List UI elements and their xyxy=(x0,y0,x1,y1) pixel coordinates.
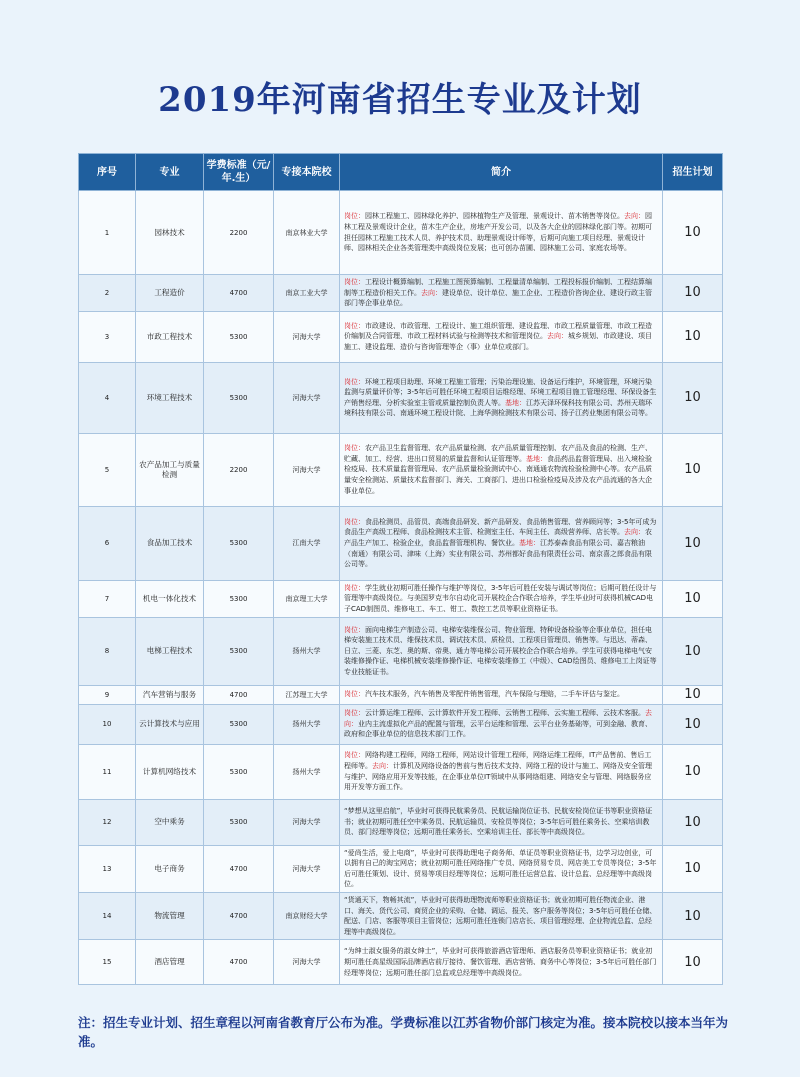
partner-university: 扬州大学 xyxy=(274,704,340,744)
enrollment-quota: 10 xyxy=(663,362,723,433)
row-number: 14 xyxy=(79,892,136,939)
description-keyword: 岗位： xyxy=(344,212,365,221)
major-description xyxy=(340,506,663,580)
description-keyword: 岗位： xyxy=(344,377,365,386)
header-intro: 简介 xyxy=(340,154,663,191)
row-number: 6 xyxy=(79,506,136,580)
description-text: 市政建设、市政管理、工程设计、施工组织管理、建设监理、市政工程质量管理、市政工程造价编制及合同管理、市政工程材料试验与检测等技术和管理岗位。 xyxy=(344,321,652,341)
major-name: 物流管理 xyxy=(136,892,204,939)
table-row xyxy=(79,580,723,617)
description-keyword: 岗位： xyxy=(344,517,365,526)
table-row xyxy=(79,506,723,580)
major-description xyxy=(340,191,663,275)
tuition-fee: 5300 xyxy=(204,311,274,362)
description-text: 园林工程及景观设计企业，苗木生产企业，房地产开发公司，以及各大企业的园林绿化部门等。初期可担任园林工程施工技术人员、养护技术员、助理景观设计师等，后期可向施工项目经理、景观设计师、园林相关企业各类管理类中高级岗位发展；也可创办苗圃、园林施工公司、家庭农场等。 xyxy=(344,212,652,253)
table-row xyxy=(79,704,723,744)
description-text: “爱尚生活，爱上电商”，毕业时可获得助理电子商务师、单证员等职业资格证书，边学习边创业，可以拥有自己的淘宝网店；就业初期可胜任网络推广专员、网络贸易专员、网店美工专员等岗位；3-5年后可胜任策划、设计、贸易等项目经理等岗位；远期可胜任运营总监、设计总监、总经理等中高级岗位。 xyxy=(344,848,657,889)
description-keyword: 岗位： xyxy=(344,444,365,453)
description-keyword: 岗位： xyxy=(344,690,365,699)
description-text: 农产品卫生监督管理、农产品质量检测、农产品质量管理控制、农产品及食品的检测、生产、贮藏、加工、经营、进出口贸易的质量监督和认证管理等。 xyxy=(344,444,652,463)
table-row xyxy=(79,940,723,985)
row-number: 8 xyxy=(79,617,136,685)
partner-university: 江南大学 xyxy=(274,506,340,580)
row-number: 11 xyxy=(79,744,136,799)
table-header-row xyxy=(79,154,723,191)
tuition-fee: 5300 xyxy=(204,744,274,799)
row-number: 7 xyxy=(79,580,136,617)
major-name: 空中乘务 xyxy=(136,799,204,845)
partner-university: 河海大学 xyxy=(274,845,340,892)
partner-university: 河海大学 xyxy=(274,433,340,506)
tuition-fee: 4700 xyxy=(204,892,274,939)
description-keyword: 基地： xyxy=(505,398,526,407)
row-number: 12 xyxy=(79,799,136,845)
row-number: 1 xyxy=(79,191,136,275)
enrollment-quota: 10 xyxy=(663,191,723,275)
enrollment-table xyxy=(78,153,723,985)
description-text: 食品检测员、品管员、高端食品研发、新产品研发、食品销售管理、营养顾问等；3-5年可成为食品生产高级工程师、食品检测技术主管、检测室主任、车间主任、高级营养师、店长等。 xyxy=(344,517,657,537)
partner-university: 河海大学 xyxy=(274,362,340,433)
description-text: 业内主流虚拟化产品的配置与管理，云平台运维和管理、云平台业务基础等，可到金融、教育、政府和企事业单位的信息技术部门工作。 xyxy=(344,719,652,739)
enrollment-quota: 10 xyxy=(663,311,723,362)
major-description xyxy=(340,704,663,744)
description-keyword: 去向： xyxy=(547,332,568,341)
major-description xyxy=(340,940,663,985)
description-text: 网络构建工程师，网络工程师，网站设计管理工程师，网络运维工程师，IT产品售前、售后工程师等。 xyxy=(344,751,652,770)
description-text: 计算机及网络设备的售前与售后技术支持、网络工程的设计与施工、网络及安全管理与维护、网络应用开发等技能，在企事业单位IT领域中从事网络组建、网络安全与管理、网络服务应用开发等方面工作。 xyxy=(344,761,652,792)
description-keyword: 去向： xyxy=(624,528,645,537)
table-row xyxy=(79,799,723,845)
description-keyword: 去向： xyxy=(421,288,442,297)
major-name: 农产品加工与质量检测 xyxy=(136,433,204,506)
enrollment-quota: 10 xyxy=(663,433,723,506)
major-name: 食品加工技术 xyxy=(136,506,204,580)
header-school: 专接本院校 xyxy=(274,154,340,191)
enrollment-quota: 10 xyxy=(663,799,723,845)
description-keyword: 岗位： xyxy=(344,321,365,330)
row-number: 15 xyxy=(79,940,136,985)
row-number: 2 xyxy=(79,275,136,312)
partner-university: 河海大学 xyxy=(274,799,340,845)
enrollment-quota: 10 xyxy=(663,685,723,704)
description-keyword: 岗位： xyxy=(344,625,365,634)
tuition-fee: 4700 xyxy=(204,845,274,892)
description-text: 园林工程施工、园林绿化养护、园林植物生产及管理、景观设计、苗木销售等岗位。 xyxy=(365,212,624,221)
enrollment-quota: 10 xyxy=(663,940,723,985)
row-number: 4 xyxy=(79,362,136,433)
major-description xyxy=(340,580,663,617)
header-no: 序号 xyxy=(79,154,136,191)
partner-university: 河海大学 xyxy=(274,940,340,985)
description-text: 面向电梯生产制造公司、电梯安装维保公司、物业管理、特种设备检验等企事业单位，担任电梯安装施工技术员、维保技术员、调试技术员、质检员、工程项目管理员、销售等。与迅达、蒂森、日立、三菱、东芝、奥的斯、帝奥、通力等电梯公司开展校企合作联合培养。学生可获得电梯电气安装维修操作证、电梯机械安装维修操作证、电梯安装维修工（中级）、CAD绘图员、维修电工上岗证等专业技能证书。 xyxy=(344,625,657,676)
major-name: 园林技术 xyxy=(136,191,204,275)
table-row xyxy=(79,744,723,799)
major-name: 机电一体化技术 xyxy=(136,580,204,617)
tuition-fee: 5300 xyxy=(204,799,274,845)
major-description xyxy=(340,744,663,799)
table-row xyxy=(79,275,723,312)
enrollment-quota: 10 xyxy=(663,275,723,312)
table-row xyxy=(79,191,723,275)
description-text: 城乡规划、市政建设、项目施工、建设监理、造价与咨询管理等企（事）业单位或部门。 xyxy=(344,332,652,352)
major-name: 环境工程技术 xyxy=(136,362,204,433)
description-text: 江苏泰森食品有限公司、嘉吉粮油（南通）有限公司、津味（上海）实业有限公司、苏州都好食品有限责任公司、南京喜之郎食品有限公司等。 xyxy=(344,538,652,569)
major-description xyxy=(340,892,663,939)
description-text: 食品药品监督管理局、出入境检验检疫局、技术质量监督管理局、农产品质量检验测试中心、南通通农物流检验检测中心等。农产品质量安全检测站、质量技术监督部门、海关、工商部门、进出口检验检疫局及涉及农产品流通的各大企事业单位。 xyxy=(344,454,652,495)
description-keyword: 岗位： xyxy=(344,751,365,760)
description-text: 云计算运维工程师、云计算软件开发工程师、云销售工程师、云实施工程师、云技术客服。 xyxy=(365,709,645,718)
major-description xyxy=(340,275,663,312)
major-description xyxy=(340,311,663,362)
description-keyword: 基地： xyxy=(519,538,540,547)
tuition-fee: 5300 xyxy=(204,580,274,617)
table-row xyxy=(79,617,723,685)
description-keyword: 岗位： xyxy=(344,709,365,718)
tuition-fee: 4700 xyxy=(204,940,274,985)
table-row xyxy=(79,685,723,704)
table-row xyxy=(79,311,723,362)
description-text: “货通天下，物畅其流”，毕业时可获得助理物流师等职业资格证书；就业初期可胜任物流企业、港口、海关、货代公司、商贸企业的采购、仓储、调运、报关、客户服务等岗位；3-5年后可胜任仓储、配送、门店、客服等项目主管岗位；远期可胜任连锁门店店长、项目管理经理、企业物流总监、总经理等中高级岗位。 xyxy=(344,895,657,936)
footnote: 注：招生专业计划、招生章程以河南省教育厅公布为准。学费标准以江苏省物价部门核定为准。接本院校以接本当年为准。 xyxy=(78,1015,729,1049)
tuition-fee: 4700 xyxy=(204,685,274,704)
description-keyword: 去向： xyxy=(372,761,393,770)
enrollment-quota: 10 xyxy=(663,892,723,939)
tuition-fee: 5300 xyxy=(204,506,274,580)
page-title: 2019年河南省招生专业及计划 xyxy=(158,80,642,120)
major-description xyxy=(340,845,663,892)
major-description xyxy=(340,362,663,433)
description-text: 江苏天泽环保科技有限公司、苏州天瑞环境科技有限公司、南通环境工程设计院、上海华测检测技术有限公司、扬子江药业集团有限公司等。 xyxy=(344,398,652,418)
major-name: 酒店管理 xyxy=(136,940,204,985)
description-keyword: 去向： xyxy=(624,212,645,221)
major-name: 计算机网络技术 xyxy=(136,744,204,799)
enrollment-quota: 10 xyxy=(663,617,723,685)
description-keyword: 基地： xyxy=(526,454,547,463)
enrollment-quota: 10 xyxy=(663,744,723,799)
major-name: 电梯工程技术 xyxy=(136,617,204,685)
description-text: 汽车技术服务，汽车销售及零配件销售管理，汽车保险与理赔，二手车评估与鉴定。 xyxy=(365,690,624,699)
tuition-fee: 5300 xyxy=(204,362,274,433)
partner-university: 扬州大学 xyxy=(274,744,340,799)
partner-university: 南京林业大学 xyxy=(274,191,340,275)
enrollment-quota: 10 xyxy=(663,704,723,744)
enrollment-quota: 10 xyxy=(663,845,723,892)
tuition-fee: 2200 xyxy=(204,433,274,506)
enrollment-quota: 10 xyxy=(663,580,723,617)
description-keyword: 去向： xyxy=(344,709,652,728)
major-description xyxy=(340,685,663,704)
header-major: 专业 xyxy=(136,154,204,191)
table-row xyxy=(79,892,723,939)
enrollment-quota: 10 xyxy=(663,506,723,580)
tuition-fee: 4700 xyxy=(204,275,274,312)
tuition-fee: 5300 xyxy=(204,617,274,685)
partner-university: 南京理工大学 xyxy=(274,580,340,617)
description-text: 农产品生产加工、检验企业，食品监督管理机构、餐饮业。 xyxy=(344,528,652,547)
major-name: 云计算技术与应用 xyxy=(136,704,204,744)
major-name: 市政工程技术 xyxy=(136,311,204,362)
major-name: 电子商务 xyxy=(136,845,204,892)
major-name: 汽车营销与服务 xyxy=(136,685,204,704)
partner-university: 河海大学 xyxy=(274,311,340,362)
header-fee: 学费标准（元/年.生） xyxy=(204,154,274,191)
major-name: 工程造价 xyxy=(136,275,204,312)
description-keyword: 岗位： xyxy=(344,583,365,592)
description-keyword: 岗位： xyxy=(344,278,365,286)
description-text: 建设单位、设计单位、施工企业、工程造价咨询企业、建设行政主管部门等企事业单位。 xyxy=(344,288,652,308)
header-quota: 招生计划 xyxy=(663,154,723,191)
tuition-fee: 5300 xyxy=(204,704,274,744)
description-text: “梦想从这里启航”，毕业时可获得民航乘务员、民航运输岗位证书、民航安检岗位证书等职业资格证书；就业初期可胜任空中乘务员、民航运输员、安检员等岗位；3-5年后可胜任乘务长、空乘培训教员、部门经理等岗位；远期可胜任乘务长、空乘培训主任、部长等中高级岗位。 xyxy=(344,807,653,837)
row-number: 13 xyxy=(79,845,136,892)
row-number: 3 xyxy=(79,311,136,362)
row-number: 5 xyxy=(79,433,136,506)
tuition-fee: 2200 xyxy=(204,191,274,275)
row-number: 9 xyxy=(79,685,136,704)
partner-university: 南京财经大学 xyxy=(274,892,340,939)
table-row xyxy=(79,433,723,506)
table-row xyxy=(79,362,723,433)
partner-university: 江苏理工大学 xyxy=(274,685,340,704)
major-description xyxy=(340,617,663,685)
major-description xyxy=(340,433,663,506)
table-row xyxy=(79,845,723,892)
description-text: 环境工程项目助理、环境工程施工管理；污染治理设施、设备运行维护，环境管理，环境污染监测与质量评价等；3-5年后可胜任环境工程项目运维经理、环境工程项目施工管理经理、环保设备生产销售经理、分析实验室主管或质量控制负责人等。 xyxy=(344,377,657,407)
row-number: 10 xyxy=(79,704,136,744)
partner-university: 扬州大学 xyxy=(274,617,340,685)
description-text: 学生就业初期可胜任操作与维护等岗位，3-5年后可胜任安装与调试等岗位；后期可胜任设计与管理等中高级岗位。与美国罗克韦尔自动化司开展校企合作联合培养，学生毕业时可获得机械CAD电子CAD制图员、维修电工、车工、钳工、数控工艺员等职业资格证书。 xyxy=(344,583,657,613)
description-text: 工程设计概算编制、工程施工图预算编制、工程量清单编制、工程投标报价编制、工程结算编制等工程造价相关工作。 xyxy=(344,278,652,297)
partner-university: 南京工业大学 xyxy=(274,275,340,312)
description-text: “为绅士淑女服务的淑女绅士”，毕业时可获得旅游酒店管理师、酒店服务员等职业资格证书；就业初期可胜任高星级国际品牌酒店前厅接待、餐饮管理、酒店营销、商务中心等岗位；3-5年后可胜任部门经理等岗位；远期可胜任部门总监或总经理等中高级岗位。 xyxy=(344,947,657,977)
major-description xyxy=(340,799,663,845)
